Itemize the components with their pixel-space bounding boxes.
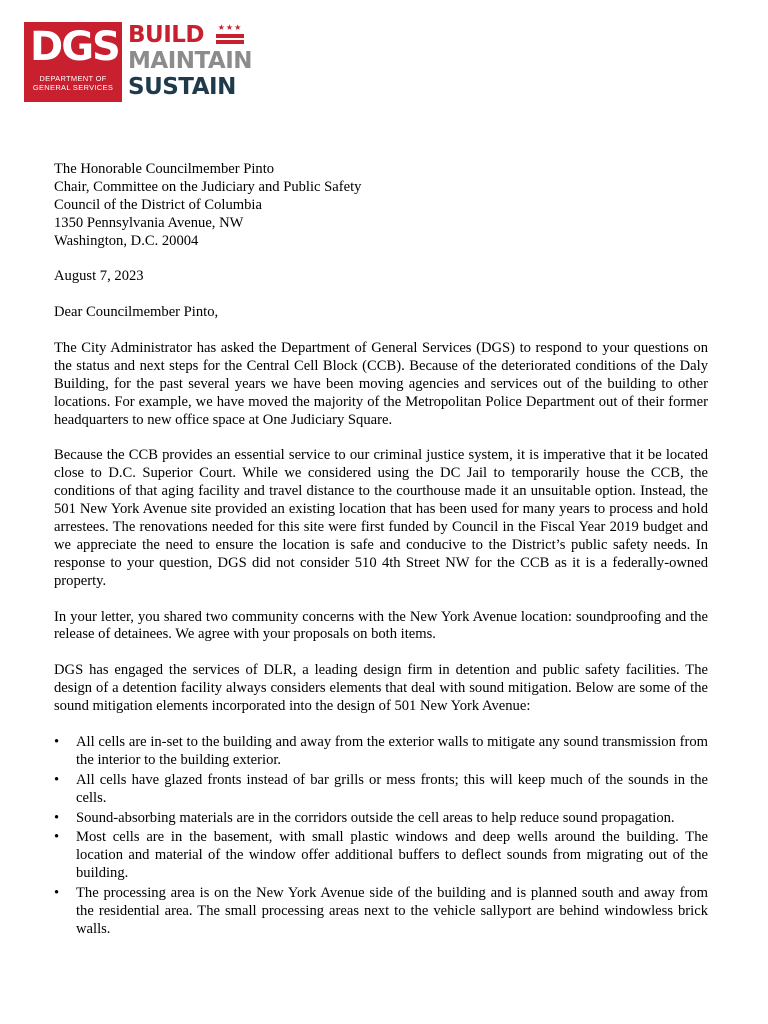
logo-word-sustain: SUSTAIN [128, 74, 236, 100]
list-item-text: All cells are in-set to the building and away from the exterior walls to mitigate any sound transmission from the interior to the building exterior. [76, 733, 708, 768]
list-item-text: Most cells are in the basement, with small plastic windows and deep wells around the building. The location and material of the window offer additional buffers to deflect sounds from migrating out of the building. [76, 829, 708, 882]
list-item-text: The processing area is on the New York Avenue side of the building and is planned south and away from the residential area. The small processing areas next to the vehicle sallyport are behind windowless brick walls. [76, 885, 708, 937]
logo-dgs-text: DGS [30, 24, 119, 70]
paragraph: Because the CCB provides an essential service to our criminal justice system, it is imperative that it be located close to D.C. Superior Court. While we considered using the DC Jail to temporarily house the CCB, the conditions of that aging facility and travel distance to the courthouse made it an unsuitable option. Instead, the 501 New York Avenue site provided an existing location that has been used for many years to process and hold arrestees. The renovations needed for this site were first funded by Council in the Fiscal Year 2019 budget and we appreciate the need to ensure the location is safe and conducive to the District’s public safety needs. In response to your question, DGS did not consider 510 4th Street NW for the CCB as it is a federally-owned property. [54, 447, 708, 589]
bullet-icon: • [54, 809, 60, 826]
paragraph: DGS has engaged the services of DLR, a leading design firm in detention and public safety facilities. The design of a detention facility always considers elements that deal with sound mitigation. Below are some of the sound mitigation elements incorporated into the design of 501 New York Avenue: [54, 662, 708, 715]
address-line: Council of the District of Columbia [54, 196, 262, 213]
address-line: Washington, D.C. 20004 [54, 232, 199, 249]
list-item [54, 734, 708, 770]
address-line: 1350 Pennsylvania Avenue, NW [54, 214, 244, 231]
list-item [54, 885, 708, 939]
dc-flag-icon: ★★★ [216, 24, 244, 44]
address-line: The Honorable Councilmember Pinto [54, 161, 275, 177]
recipient-address [54, 161, 708, 251]
list-item [54, 772, 708, 808]
logo-department-line: GENERAL SERVICES [32, 83, 114, 92]
paragraph: In your letter, you shared two community concerns with the New York Avenue location: soundproofing and the release of detainees. We agree with your proposals on both items. [54, 608, 708, 643]
bullet-icon: • [54, 885, 60, 902]
salutation: Dear Councilmember Pinto, [54, 304, 219, 321]
paragraph: The City Administrator has asked the Department of General Services (DGS) to respond to your questions on the status and next steps for the Central Cell Block (CCB). Because of the deteriorated conditions of the Daly Building, for the past several years we have been moving agencies and services out of the building to other locations. For example, we have moved the majority of the Metropolitan Police Department out of their former headquarters to new office space at One Judiciary Square. [54, 340, 708, 428]
list-item-text: Sound-absorbing materials are in the corridors outside the cell areas to help reduce sound propagation. [76, 809, 675, 826]
bullet-icon: • [54, 829, 60, 846]
logo-word-build: BUILD [128, 22, 205, 48]
logo-department-line: DEPARTMENT OF [39, 74, 107, 83]
sound-mitigation-list [54, 734, 708, 939]
list-item [54, 829, 708, 883]
logo-slogan [128, 22, 268, 100]
dgs-logo-box [24, 22, 122, 102]
logo-word-maintain: MAINTAIN [128, 48, 253, 74]
letter-body [54, 161, 708, 941]
bullet-icon: • [54, 733, 60, 750]
bullet-icon: • [54, 771, 60, 788]
list-item-text: All cells have glazed fronts instead of bar grills or mess fronts; this will keep much of the sounds in the cells. [76, 771, 708, 806]
list-item [54, 810, 708, 828]
address-line: Chair, Committee on the Judiciary and Public Safety [54, 178, 362, 195]
logo-department-text [28, 74, 118, 92]
letter-date: August 7, 2023 [54, 268, 144, 285]
